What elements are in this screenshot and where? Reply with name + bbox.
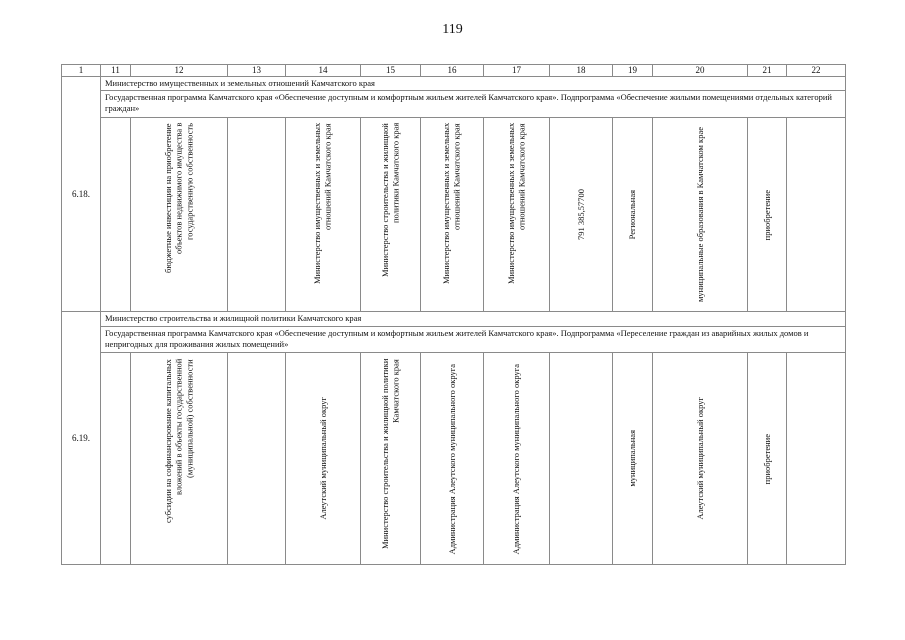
cell-c20: Алеутский муниципальный округ [653,353,748,565]
data-table [61,64,846,565]
cell-c14: Алеутский муниципальный округ [286,353,361,565]
table-row [62,118,846,312]
program-row [62,91,846,118]
cell-c13 [228,353,286,565]
cell-c12: субсидии на софинансирование капитальных вложений в объекты государственной (муниципальной) собственности [131,353,228,565]
header-cell: 11 [101,65,131,77]
program-row [62,327,846,353]
header-cell: 20 [653,65,748,77]
cell-c17: Администрация Алеутского муниципального округа [484,353,550,565]
program-title: Государственная программа Камчатского края «Обеспечение доступным и комфортным жильем жителей Камчатского края». Подпрограмма «Обеспечение жилыми помещениями отдельных категорий граждан» [101,91,846,118]
cell-c21: приобретение [748,118,787,312]
cell-c18 [550,353,613,565]
program-title: Государственная программа Камчатского края «Обеспечение доступным и комфортным жильем жителей Камчатского края». Подпрограмма «Переселение граждан из аварийных жилых домов и непригодных для проживания жилых помещений» [101,327,846,353]
header-cell: 12 [131,65,228,77]
page-number: 119 [442,22,463,37]
header-cell: 15 [361,65,421,77]
header-cell: 14 [286,65,361,77]
ministry-row [62,77,846,91]
cell-c12: бюджетные инвестиции на приобретение объектов недвижимого имущества в государственную собственность [131,118,228,312]
ministry-title: Министерство строительства и жилищной политики Камчатского края [101,312,846,327]
cell-c16: Министерство имущественных и земельных отношений Камчатского края [421,118,484,312]
cell-c15: Министерство строительства и жилищной политики Камчатского края [361,353,421,565]
cell-c17: Министерство имущественных и земельных отношений Камчатского края [484,118,550,312]
ministry-row [62,312,846,327]
header-row [62,65,846,77]
header-cell: 13 [228,65,286,77]
header-cell: 22 [787,65,846,77]
header-cell: 18 [550,65,613,77]
row-number: 6.19. [62,312,101,565]
cell-c11 [101,118,131,312]
header-cell: 16 [421,65,484,77]
cell-c18: 791 385,57700 [550,118,613,312]
cell-c14: Министерство имущественных и земельных отношений Камчатского края [286,118,361,312]
cell-c13 [228,118,286,312]
cell-c19: муниципальная [613,353,653,565]
cell-c19: Региональная [613,118,653,312]
cell-c15: Министерство строительства и жилищной политики Камчатского края [361,118,421,312]
header-cell: 17 [484,65,550,77]
header-cell: 21 [748,65,787,77]
cell-c16: Администрация Алеутского муниципального округа [421,353,484,565]
ministry-title: Министерство имущественных и земельных отношений Камчатского края [101,77,846,91]
cell-c20: муниципальные образования в Камчатском крае [653,118,748,312]
header-cell: 19 [613,65,653,77]
header-cell: 1 [62,65,101,77]
cell-c21: приобретение [748,353,787,565]
cell-c22 [787,353,846,565]
row-number: 6.18. [62,77,101,312]
cell-c22 [787,118,846,312]
cell-c11 [101,353,131,565]
table-row [62,353,846,565]
